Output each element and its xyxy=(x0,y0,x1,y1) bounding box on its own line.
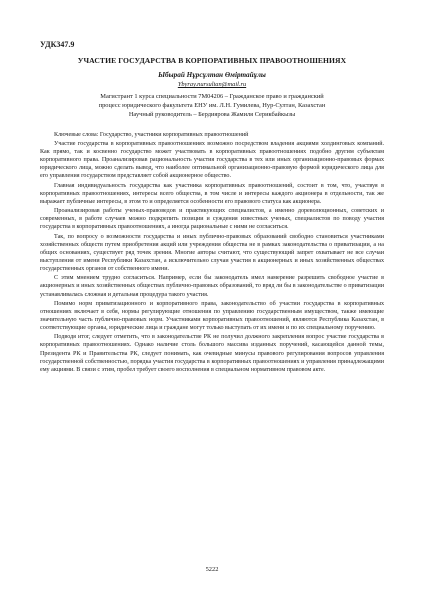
keywords: Ключевые слова: Государство, участники корпоративных правоотношений xyxy=(54,132,249,138)
page-number: 5222 xyxy=(205,566,219,573)
article-title: УЧАСТИЕ ГОСУДАРСТВА В КОРПОРАТИВНЫХ ПРАВООТНОШЕНИЯХ xyxy=(77,56,347,65)
udk-code: УДК347.9 xyxy=(40,40,75,49)
supervisor-line: Научный руководитель – Бердиярова Жамиля Серикбайкызы xyxy=(128,111,296,118)
body-paragraph: Помимо норм приватизационного и корпоративного права, законодательство об участии государства в корпоративных отношениях включает в себя, нормы регулирующие отношения по управлению государственным имуществом, также имеющие значительную часть публично-правовых норм. Участниками корпоративных правоотношений, являются Республика Казахстан, в соответствующие органы, юридические лица и граждане могут только выступать от их имени и по их специальному поручению. xyxy=(40,300,384,332)
author-name: Ыбырай Нұрсұлтан Өміртайұлы xyxy=(158,71,266,79)
body-paragraph: С этим мнением трудно согласиться. Например, если бы законодатель имел намерение разрешить свободное участие в акционерных и иных хозяйственных обществах публично-правовых образований, то вряд ли бы в законодательстве о приватизации устанавливалась сложная и детальная процедура такого участия. xyxy=(40,275,384,298)
body-paragraph: Участие государства в корпоративных правоотношениях возможно посредством владения акциями холдинговых компаний. Как прямо, так и косвенно государство может участвовать в корпоративных правоотношениях подобно другим субъектам корпоративного права. Проанализировав рациональность участия государства в тех или иных организационно-правовых формах юридического лица, можно сделать вывод, что наиболее оптимальной организационно-правовую формой юридического лица для его управления государством представляет собой акционерное общество. xyxy=(40,141,384,180)
body-paragraph: Так, по вопросу о возможности государства и иных публично-правовых образований свободно становиться участниками хозяйственных обществ путем приобретения акций или учреждения общества не в рамках законодательства о приватизации, а на общих основаниях, существует ряд точек зрения. Многие авторы считают, что существующий запрет охватывает не все случаи выступления от имени Республики Казахстан, а исключительно случаи участия в акционерных и иных хозяйственных обществах государственных органов от собственного имени. xyxy=(40,233,384,273)
author-email[interactable]: Ybyray.nursultan@mail.ru xyxy=(177,81,247,88)
affiliation xyxy=(55,92,369,119)
affiliation-line: процесс юридического факультета ЕНУ им. Л.Н. Гумилева, Нур-Султан, Казахстан xyxy=(98,102,326,109)
affiliation-line: Магистрант 1 курса специальности 7М04206 – Гражданское право и гражданский xyxy=(100,93,324,100)
article-body xyxy=(40,131,384,375)
body-paragraph: Проанализировав работы ученых-правоведов и практикующих специалистов, а именно дореволюционных, советских и современных, в работе случаев можно подкрепить позиции и суждения известных ученых, специалистов по поводу участия государства в корпоративных правоотношениях, а иногда рациональные с ними не согласиться. xyxy=(40,208,384,231)
body-paragraph: Главная индивидуальность государства как участника корпоративных правоотношений, состоит в том, что, участвуя в корпоративных правоотношениях, интересы всего общества, в том числе и интересы каждого акционера в отдельности, так же выражает публичные интересы, в этом то и определяется особенности его правового статуса как акционера. xyxy=(40,182,384,205)
body-paragraph: Подводя итог, следует отметить, что в законодательстве РК не получил должного закрепления вопрос участие государства в корпоративных правоотношениях. Однако наличие столь большого массива изданных поручений, касающейся данной темы, Президента РК и Правительства РК, следует понимать, как очевидные минусы правового регулирования вопросов управления государственной собственностью, порядка участия государства в корпоративных правоотношениях и управления принадлежащими ему акциями. В связи с этим, пробел требует своего восполнения в специальном нормативном правовом акте. xyxy=(40,334,384,373)
